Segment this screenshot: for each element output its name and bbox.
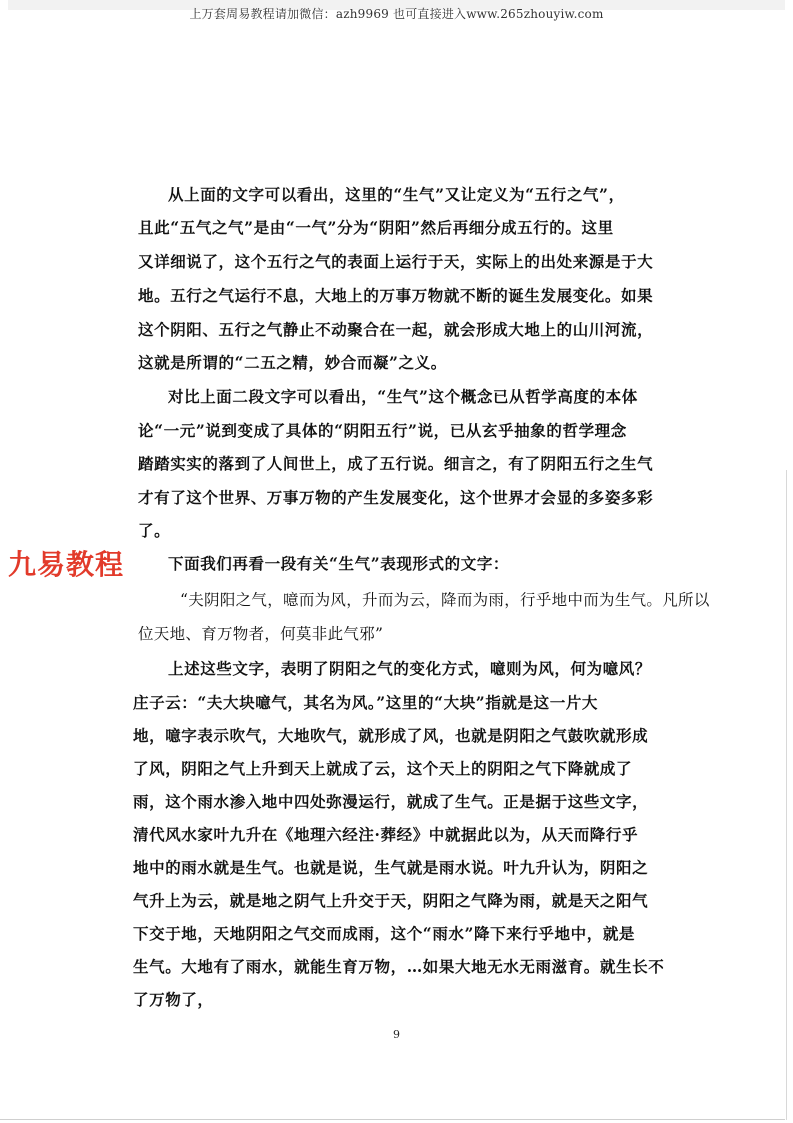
text-line: 这个阴阳、五行之气静止不动聚合在一起，就会形成大地上的山川河流， bbox=[138, 320, 654, 339]
text-line: 这就是所谓的“二五之精，妙合而凝”之义。 bbox=[138, 353, 447, 372]
page-number: 9 bbox=[393, 1028, 400, 1041]
text-line: 从上面的文字可以看出，这里的“生气”又让定义为“五行之气”， bbox=[168, 185, 625, 204]
text-line: 庄子云：“夫大块噫气，其名为风。”这里的“大块”指就是这一片大 bbox=[133, 693, 599, 712]
text-line: 且此“五气之气”是由“一气”分为“阴阳”然后再细分成五行的。这里 bbox=[138, 218, 614, 237]
text-line: 雨，这个雨水渗入地中四处弥漫运行，就成了生气。正是据于这些文字， bbox=[133, 792, 649, 811]
text-line: 下面我们再看一段有关“生气”表现形式的文字： bbox=[168, 554, 510, 573]
page-edge-bottom bbox=[0, 1119, 785, 1120]
text-line: 踏踏实实的落到了人间世上，成了五行说。细言之，有了阴阳五行之生气 bbox=[138, 454, 654, 473]
quote-line: “夫阴阳之气，噫而为风，升而为云，降而为雨，行乎地中而为生气。凡所以 bbox=[180, 591, 710, 609]
text-line: 了风，阴阳之气上升到天上就成了云，这个天上的阴阳之气下降就成了 bbox=[133, 759, 633, 778]
text-line: 气升上为云，就是地之阴气上升交于天，阴阳之气降为雨，就是天之阳气 bbox=[133, 891, 649, 910]
text-line: 对比上面二段文字可以看出，“生气”这个概念已从哲学高度的本体 bbox=[168, 387, 638, 406]
page-edge-right bbox=[786, 470, 787, 1120]
text-line: 地，噫字表示吹气，大地吹气，就形成了风，也就是阴阳之气鼓吹就形成 bbox=[133, 726, 649, 745]
text-line: 了万物了， bbox=[133, 990, 214, 1009]
text-line: 下交于地，天地阴阳之气交而成雨，这个“雨水”降下来行乎地中，就是 bbox=[133, 924, 636, 943]
quote-line: 位天地、育万物者，何莫非此气邪” bbox=[138, 625, 384, 643]
text-line: 地。五行之气运行不息，大地上的万事万物就不断的诞生发展变化。如果 bbox=[138, 286, 654, 305]
text-line: 又详细说了，这个五行之气的表面上运行于天，实际上的出处来源是于大 bbox=[138, 252, 654, 271]
watermark-logo: 九易教程 bbox=[8, 548, 125, 581]
text-line: 才有了这个世界、万事万物的产生发展变化，这个世界才会显的多姿多彩 bbox=[138, 488, 654, 507]
text-line: 了。 bbox=[138, 521, 171, 540]
text-line: 论“一元”说到变成了具体的“阴阳五行”说，已从玄乎抽象的哲学理念 bbox=[138, 421, 627, 440]
text-line: 清代风水家叶九升在《地理六经注·葬经》中就据此以为，从天而降行乎 bbox=[133, 825, 639, 844]
header-banner: 上万套周易教程请加微信：azh9969 也可直接进入www.265zhouyiw.com bbox=[189, 7, 604, 21]
text-line: 上述这些文字，表明了阴阳之气的变化方式，噫则为风，何为噫风？ bbox=[168, 659, 652, 678]
text-line: 地中的雨水就是生气。也就是说，生气就是雨水说。叶九升认为，阴阳之 bbox=[133, 858, 649, 877]
text-line: 生气。大地有了雨水，就能生育万物，…如果大地无水无雨滋育。就生长不 bbox=[133, 957, 665, 976]
